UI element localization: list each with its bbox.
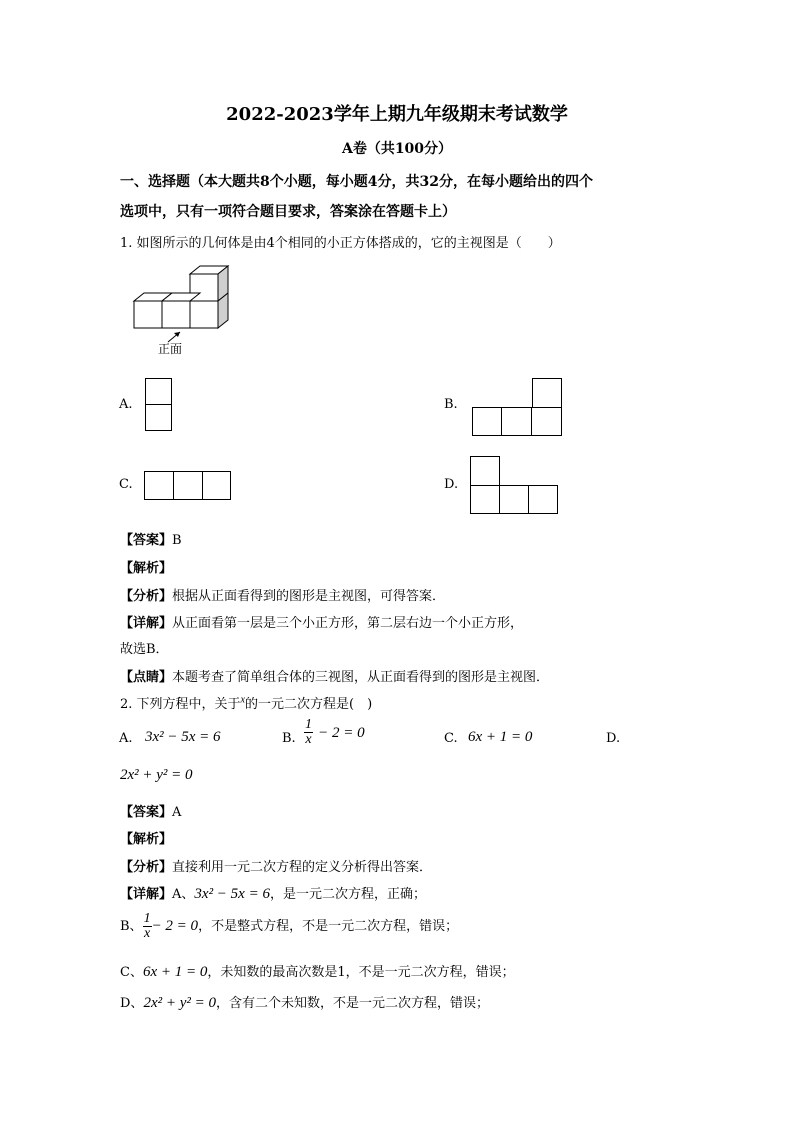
q2-option-d-expr: 2x² + y² = 0: [120, 767, 193, 783]
front-view-label: 正面: [158, 342, 183, 356]
xiangjie-b-rest: − 2 = 0: [151, 918, 199, 934]
q1-conclusion: 故选B．: [120, 642, 169, 657]
answer-value: A: [172, 805, 182, 820]
q2-option-d-label: D.: [606, 731, 621, 746]
xiangjie-a-suffix: ，是一元二次方程，正确；: [269, 887, 426, 902]
xiangjie-b-suffix: ，不是整式方程，不是一元二次方程，错误；: [198, 919, 459, 934]
q1-analysis-tag: 【解析】: [120, 561, 173, 576]
q2-option-a-expr: 3x² − 5x = 6: [145, 729, 221, 745]
q2-answer: [120, 801, 181, 820]
fenxi-text: 根据从正面看得到的图形是主视图，可得答案．: [172, 589, 446, 604]
xiangjie-c-prefix: C、: [120, 965, 143, 980]
q1-fenxi: [120, 585, 445, 604]
q2-option-b-expr: [304, 718, 365, 747]
q2-option-c-expr: 6x + 1 = 0: [468, 729, 533, 745]
q1-answer: [120, 529, 182, 548]
page-title: 2022-2023学年上期九年级期末考试数学: [226, 104, 568, 125]
q1-option-a-label: A.: [119, 397, 133, 412]
xiangjie-a-expr: 3x² − 5x = 6: [194, 886, 270, 902]
q2-fenxi: [120, 856, 432, 875]
xiangjie-d-prefix: D、: [120, 996, 144, 1011]
q2-option-c-label: C.: [444, 731, 458, 746]
q2-option-b-den: x: [305, 732, 312, 747]
q2-analysis-tag: 【解析】: [120, 832, 173, 847]
q1-xiangjie: [120, 612, 523, 631]
q2-xiangjie-d: [120, 992, 489, 1012]
xiangjie-c-expr: 6x + 1 = 0: [142, 964, 208, 980]
q2-stem-var: x: [240, 694, 245, 706]
answer-value: B: [172, 533, 182, 548]
xiangjie-d-suffix: ，含有二个未知数，不是一元二次方程，错误；: [216, 996, 490, 1011]
q1-dianjing: [120, 666, 549, 685]
q2-xiangjie-b: [120, 912, 458, 941]
q2-stem: [120, 693, 372, 712]
xiangjie-c-suffix: ，未知数的最高次数是1，不是一元二次方程，错误；: [207, 965, 515, 980]
xiangjie-d-expr: 2x² + y² = 0: [143, 995, 216, 1011]
q2-xiangjie-a: [120, 883, 426, 903]
xiangjie-tag: 【详解】: [120, 887, 173, 902]
page-subtitle: A卷（共100分）: [341, 141, 453, 157]
answer-tag: 【答案】: [120, 805, 173, 820]
fenxi-tag: 【分析】: [120, 860, 173, 875]
q1-option-c-label: C.: [119, 477, 133, 492]
answer-tag: 【答案】: [120, 533, 173, 548]
q2-option-b-num: 1: [305, 717, 312, 732]
q2-option-b-rest: − 2 = 0: [318, 725, 365, 741]
xiangjie-text: 从正面看第一层是三个小正方形，第二层右边一个小正方形，: [172, 616, 524, 631]
xiangjie-a-prefix: A、: [172, 887, 195, 902]
q2-xiangjie-c: [120, 961, 515, 981]
q2-stem-after: 的一元二次方程是( ): [245, 697, 373, 712]
xiangjie-b-den: x: [143, 926, 151, 941]
section-heading-line1: 一、选择题（本大题共8个小题，每小题4分，共32分，在每小题给出的四个: [120, 174, 593, 190]
q1-option-b-label: B.: [444, 397, 458, 412]
xiangjie-b-prefix: B、: [120, 919, 143, 934]
q2-option-b-label: B.: [282, 731, 296, 746]
q2-stem-before: 2. 下列方程中，关于: [120, 697, 241, 712]
dianjing-text: 本题考查了简单组合体的三视图，从正面看得到的图形是主视图．: [172, 670, 550, 685]
fenxi-tag: 【分析】: [120, 589, 173, 604]
fenxi-text: 直接利用一元二次方程的定义分析得出答案．: [172, 860, 433, 875]
q2-option-a-label: A.: [119, 731, 133, 746]
dianjing-tag: 【点睛】: [120, 670, 173, 685]
xiangjie-tag: 【详解】: [120, 616, 173, 631]
q1-option-d-label: D.: [444, 477, 459, 492]
q1-solid-figure: [128, 262, 238, 358]
section-heading-line2: 选项中，只有一项符合题目要求，答案涂在答题卡上）: [120, 204, 456, 220]
q1-stem: 1. 如图所示的几何体是由4个相同的小正方体搭成的，它的主视图是（ ）: [120, 236, 561, 251]
xiangjie-b-num: 1: [143, 911, 151, 926]
